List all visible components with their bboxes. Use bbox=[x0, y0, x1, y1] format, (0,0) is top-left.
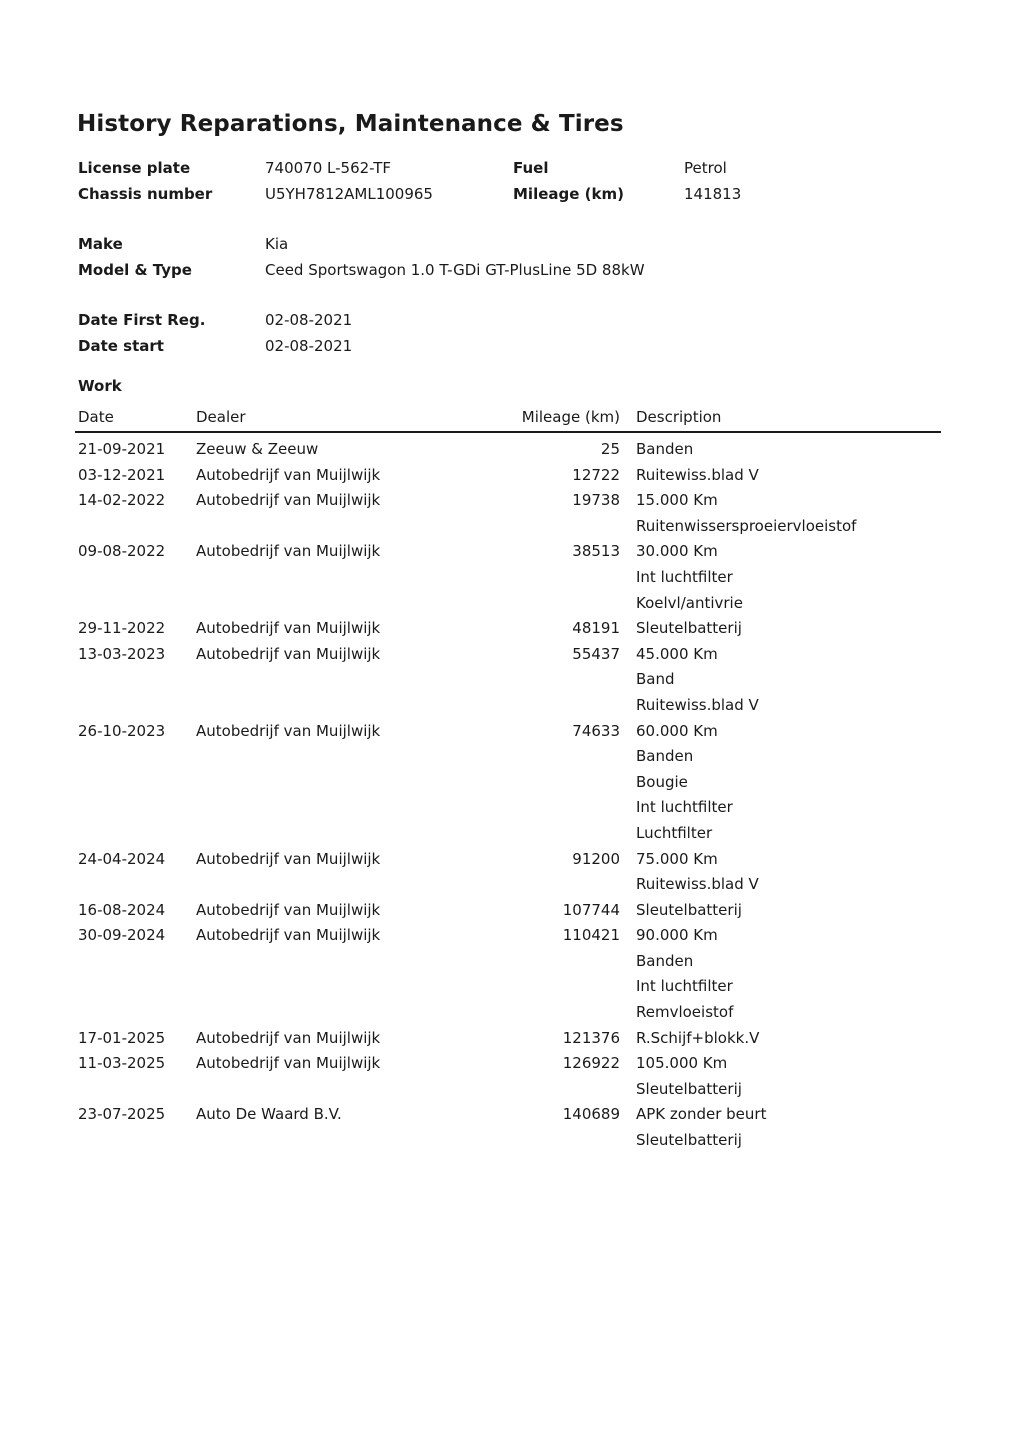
column-header-dealer: Dealer bbox=[196, 406, 518, 432]
cell-mileage: 55437 bbox=[572, 644, 620, 663]
date-start-label: Date start bbox=[78, 337, 164, 355]
description-line: Band bbox=[636, 670, 675, 689]
date-start-value: 02-08-2021 bbox=[265, 337, 353, 355]
cell-dealer: Autobedrijf van Muijlwijk bbox=[196, 926, 381, 945]
table-row bbox=[75, 898, 941, 924]
chassis-number-label: Chassis number bbox=[78, 185, 213, 203]
description-line: Ruitewiss.blad V bbox=[636, 465, 759, 484]
description-line: Koelvl/antivrie bbox=[636, 593, 743, 612]
cell-dealer: Auto De Waard B.V. bbox=[196, 1105, 342, 1124]
table-row bbox=[75, 719, 941, 847]
table-row bbox=[75, 539, 941, 616]
model-type-value: Ceed Sportswagon 1.0 T-GDi GT-PlusLine 5D 88kW bbox=[265, 261, 645, 279]
make-value: Kia bbox=[265, 235, 289, 253]
table-row bbox=[75, 1102, 941, 1153]
model-type-label: Model & Type bbox=[78, 261, 192, 279]
cell-description bbox=[620, 1026, 941, 1052]
cell-mileage: 19738 bbox=[572, 491, 620, 510]
table-row bbox=[75, 847, 941, 898]
cell-mileage: 48191 bbox=[572, 619, 620, 638]
table-row bbox=[75, 1051, 941, 1102]
description-line: R.Schijf+blokk.V bbox=[636, 1028, 760, 1047]
cell-description bbox=[620, 642, 941, 719]
cell-dealer: Autobedrijf van Muijlwijk bbox=[196, 900, 381, 919]
cell-description bbox=[620, 1051, 941, 1102]
cell-mileage: 110421 bbox=[562, 926, 620, 945]
cell-mileage: 107744 bbox=[562, 900, 620, 919]
description-line: Luchtfilter bbox=[636, 823, 713, 842]
description-line: 75.000 Km bbox=[636, 849, 718, 868]
table-row bbox=[75, 616, 941, 642]
description-line: Int luchtfilter bbox=[636, 798, 733, 817]
description-line: Banden bbox=[636, 951, 694, 970]
cell-dealer: Zeeuw & Zeeuw bbox=[196, 440, 319, 458]
chassis-number-value: U5YH7812AML100965 bbox=[265, 185, 433, 203]
cell-date: 30-09-2024 bbox=[78, 926, 166, 945]
work-table bbox=[75, 406, 941, 1154]
page-title: History Reparations, Maintenance & Tires bbox=[77, 111, 624, 138]
cell-dealer: Autobedrijf van Muijlwijk bbox=[196, 542, 381, 561]
cell-date: 11-03-2025 bbox=[78, 1054, 166, 1073]
description-line: Remvloeistof bbox=[636, 1003, 734, 1022]
cell-date: 21-09-2021 bbox=[78, 440, 166, 458]
cell-mileage: 126922 bbox=[562, 1054, 620, 1073]
description-line: Int luchtfilter bbox=[636, 977, 733, 996]
cell-date: 14-02-2022 bbox=[78, 491, 166, 510]
table-row bbox=[75, 488, 941, 539]
cell-date: 23-07-2025 bbox=[78, 1105, 166, 1124]
cell-description bbox=[620, 847, 941, 898]
description-line: Ruitewiss.blad V bbox=[636, 695, 759, 714]
cell-mileage: 74633 bbox=[572, 721, 620, 740]
cell-mileage: 91200 bbox=[572, 849, 620, 868]
cell-mileage: 121376 bbox=[562, 1028, 620, 1047]
date-first-reg-label: Date First Reg. bbox=[78, 311, 206, 329]
make-label: Make bbox=[78, 235, 123, 253]
cell-mileage: 25 bbox=[600, 440, 620, 458]
registration-dates-section bbox=[78, 307, 684, 359]
cell-description bbox=[620, 1102, 941, 1153]
column-header-date: Date bbox=[75, 406, 196, 432]
cell-date: 24-04-2024 bbox=[78, 849, 166, 868]
description-line: 15.000 Km bbox=[636, 491, 718, 510]
description-line: 45.000 Km bbox=[636, 644, 718, 663]
mileage-value: 141813 bbox=[684, 185, 742, 203]
cell-mileage: 140689 bbox=[562, 1105, 620, 1124]
cell-mileage: 38513 bbox=[572, 542, 620, 561]
date-first-reg-value: 02-08-2021 bbox=[265, 311, 353, 329]
description-line: Sleutelbatterij bbox=[636, 619, 742, 638]
cell-dealer: Autobedrijf van Muijlwijk bbox=[196, 1054, 381, 1073]
cell-description bbox=[620, 719, 941, 847]
column-header-description: Description bbox=[620, 406, 941, 432]
description-line: Banden bbox=[636, 440, 694, 458]
license-plate-value: 740070 L-562-TF bbox=[265, 159, 391, 177]
table-row bbox=[75, 463, 941, 489]
license-plate-label: License plate bbox=[78, 159, 191, 177]
table-row bbox=[75, 642, 941, 719]
vehicle-identity-section bbox=[78, 155, 741, 207]
cell-dealer: Autobedrijf van Muijlwijk bbox=[196, 849, 381, 868]
cell-dealer: Autobedrijf van Muijlwijk bbox=[196, 619, 381, 638]
cell-description bbox=[620, 488, 941, 539]
description-line: Ruitenwissersproeiervloeistof bbox=[636, 516, 857, 535]
vehicle-model-section bbox=[78, 231, 684, 283]
table-row bbox=[75, 1026, 941, 1052]
fuel-value: Petrol bbox=[684, 159, 727, 177]
description-line: 30.000 Km bbox=[636, 542, 718, 561]
cell-description bbox=[620, 539, 941, 616]
cell-description bbox=[620, 463, 941, 489]
table-row bbox=[75, 923, 941, 1025]
cell-date: 03-12-2021 bbox=[78, 465, 166, 484]
description-line: Bougie bbox=[636, 772, 688, 791]
work-section-heading: Work bbox=[78, 377, 122, 395]
cell-date: 29-11-2022 bbox=[78, 619, 166, 638]
cell-description bbox=[620, 432, 941, 463]
description-line: Ruitewiss.blad V bbox=[636, 875, 759, 894]
work-table-body bbox=[75, 432, 941, 1154]
cell-description bbox=[620, 923, 941, 1025]
description-line: Sleutelbatterij bbox=[636, 900, 742, 919]
cell-dealer: Autobedrijf van Muijlwijk bbox=[196, 721, 381, 740]
cell-date: 16-08-2024 bbox=[78, 900, 166, 919]
cell-description bbox=[620, 898, 941, 924]
description-line: Sleutelbatterij bbox=[636, 1131, 742, 1150]
description-line: 90.000 Km bbox=[636, 926, 718, 945]
description-line: 105.000 Km bbox=[636, 1054, 728, 1073]
description-line: Int luchtfilter bbox=[636, 567, 733, 586]
cell-dealer: Autobedrijf van Muijlwijk bbox=[196, 1028, 381, 1047]
work-table-header bbox=[75, 406, 941, 432]
cell-date: 13-03-2023 bbox=[78, 644, 166, 663]
description-line: Sleutelbatterij bbox=[636, 1079, 742, 1098]
mileage-label: Mileage (km) bbox=[513, 185, 624, 203]
fuel-label: Fuel bbox=[513, 159, 549, 177]
cell-date: 17-01-2025 bbox=[78, 1028, 166, 1047]
cell-dealer: Autobedrijf van Muijlwijk bbox=[196, 644, 381, 663]
cell-mileage: 12722 bbox=[572, 465, 620, 484]
table-row bbox=[75, 432, 941, 463]
cell-dealer: Autobedrijf van Muijlwijk bbox=[196, 465, 381, 484]
column-header-mileage: Mileage (km) bbox=[518, 406, 620, 432]
description-line: APK zonder beurt bbox=[636, 1105, 767, 1124]
description-line: Banden bbox=[636, 747, 694, 766]
cell-description bbox=[620, 616, 941, 642]
cell-date: 26-10-2023 bbox=[78, 721, 166, 740]
description-line: 60.000 Km bbox=[636, 721, 718, 740]
cell-dealer: Autobedrijf van Muijlwijk bbox=[196, 491, 381, 510]
cell-date: 09-08-2022 bbox=[78, 542, 166, 561]
